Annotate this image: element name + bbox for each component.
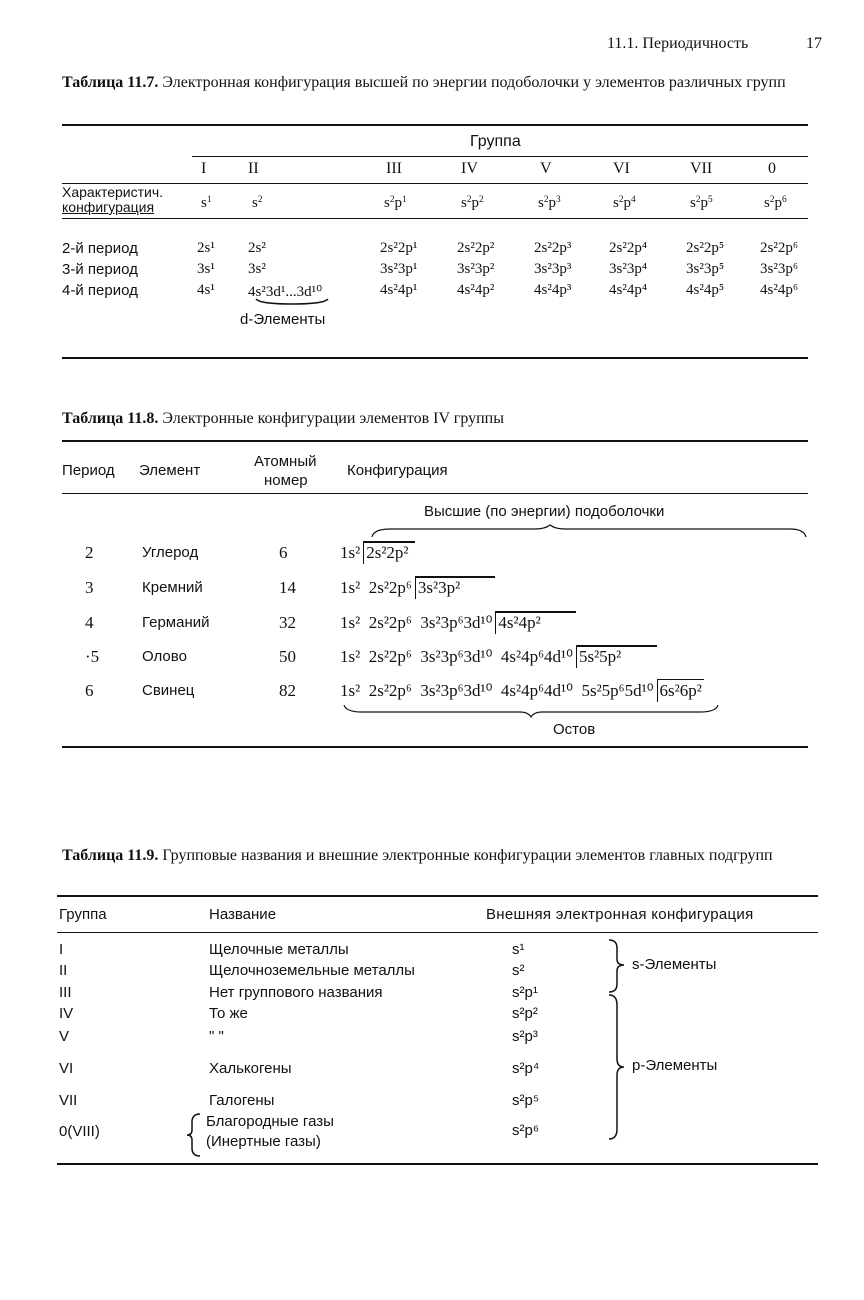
group-numeral: II <box>59 962 68 979</box>
exponent: 2 <box>479 194 484 205</box>
config-cell: 2s²2p⁴ <box>609 240 648 256</box>
config-cell: 3s²3p² <box>457 261 495 277</box>
s-elements-label: s-Элементы <box>632 956 717 973</box>
orbital: s <box>690 195 696 211</box>
table-11-9-top-rule <box>57 895 818 897</box>
group-name: Благородные газы <box>206 1113 334 1130</box>
orbital: s <box>764 195 770 211</box>
period-number: ·5 <box>85 647 100 666</box>
table-11-8-caption <box>62 410 504 428</box>
config-cell: 4s²4p⁴ <box>609 282 648 298</box>
outer-subshell-box: 6s²6p² <box>657 679 704 702</box>
orbital: p <box>471 195 479 211</box>
config-cell: 4s²4p¹ <box>380 282 418 298</box>
group-numeral: VII <box>59 1092 78 1109</box>
group-name: Щелочные металлы <box>209 941 349 958</box>
core-config: 1s² 2s²2p⁶ 3s²3p⁶3d¹⁰ 4s²4p⁶4d¹⁰ <box>340 647 573 666</box>
p-elements-label: p-Элементы <box>632 1057 718 1074</box>
orbital: s <box>613 195 619 211</box>
group-name: То же <box>209 1005 248 1022</box>
t118-header-rule <box>62 493 808 494</box>
higher-subshells-brace <box>370 524 810 540</box>
table-11-7-bottom-rule <box>62 357 808 359</box>
char-config-IV <box>461 195 484 212</box>
group-name-alt: (Инертные газы) <box>206 1133 321 1150</box>
group-numeral: IV <box>59 1005 74 1022</box>
exponent: 5 <box>708 194 713 205</box>
exponent: 6 <box>782 194 787 205</box>
period-number: 6 <box>85 681 94 700</box>
exponent: 2 <box>695 194 701 205</box>
table-11-7-top-rule <box>62 124 808 126</box>
p-elements-brace <box>607 993 627 1141</box>
core-config: 1s² 2s²2p⁶ 3s²3p⁶3d¹⁰ <box>340 613 493 632</box>
orbital: p <box>623 195 631 211</box>
t117-group-header: Группа <box>470 133 521 150</box>
config-cell: 2s²2p⁶ <box>760 240 799 256</box>
period-number: 3 <box>85 578 94 597</box>
group-numeral: V <box>59 1028 70 1045</box>
orbital: s <box>384 195 390 211</box>
core-config: 1s² 2s²2p⁶ <box>340 578 412 597</box>
config-cell: 4s¹ <box>197 282 215 298</box>
outer-config: s²p⁴ <box>512 1060 540 1077</box>
group-column-0: 0 <box>768 160 776 177</box>
orbital: s <box>461 195 467 211</box>
char-config-III <box>384 195 407 212</box>
t117-char-label-2: конфигурация <box>62 199 155 215</box>
char-config-VII <box>690 195 713 212</box>
t118-core-label: Остов <box>553 721 596 738</box>
element-name: Олово <box>142 648 187 665</box>
table-11-8-label: Таблица 11.8. <box>62 410 159 427</box>
t118-higher-label: Высшие (по энергии) подоболочки <box>424 503 665 520</box>
config-cell: 4s²3d¹...3d¹⁰ <box>248 284 323 300</box>
table-11-9-label: Таблица 11.9. <box>62 847 159 864</box>
t117-group-underline <box>192 156 808 157</box>
running-head-section: 11.1. Периодичность <box>607 35 749 52</box>
config-cell: 4s²4p³ <box>534 282 572 298</box>
table-11-8-title: Электронные конфигурации элементов IV группы <box>162 410 504 427</box>
atomic-number: 6 <box>279 543 288 562</box>
outer-config: s¹ <box>512 941 525 958</box>
outer-config: s²p² <box>512 1005 538 1022</box>
group-name: " " <box>209 1028 224 1045</box>
exponent: 2 <box>257 194 263 205</box>
outer-config: s²p³ <box>512 1028 538 1045</box>
period-label-3: 3-й период <box>62 261 138 278</box>
config-cell: 4s²4p² <box>457 282 495 298</box>
config-cell: 2s²2p¹ <box>380 240 418 256</box>
group-column-IV: IV <box>461 160 478 177</box>
element-name: Кремний <box>142 579 203 596</box>
exponent: 4 <box>631 194 636 205</box>
orbital: p <box>700 195 708 211</box>
table-11-8-top-rule <box>62 440 808 442</box>
page-number: 17 <box>806 35 822 52</box>
staircase-line <box>495 611 576 613</box>
group-numeral: III <box>59 984 72 1001</box>
core-config: 1s² <box>340 543 361 562</box>
atomic-number: 14 <box>279 578 296 597</box>
period-number: 4 <box>85 613 94 632</box>
outer-subshell-box: 5s²5p² <box>576 645 623 668</box>
group-column-III: III <box>386 160 402 177</box>
exponent: 2 <box>618 194 624 205</box>
char-config-I <box>201 195 212 212</box>
exponent: 2 <box>543 194 549 205</box>
char-config-II <box>252 195 263 212</box>
t119-col-group: Группа <box>59 906 107 923</box>
outer-subshell-box: 2s²2p² <box>363 541 410 564</box>
group-name: Щелочноземельные металлы <box>209 962 415 979</box>
group-name: Халькогены <box>209 1060 292 1077</box>
d-elements-label: d-Элементы <box>240 311 326 328</box>
atomic-number: 82 <box>279 681 296 700</box>
outer-config: s²p¹ <box>512 984 538 1001</box>
exponent: 1 <box>402 194 407 205</box>
table-11-7-caption <box>62 73 832 93</box>
config-cell: 3s² <box>248 261 266 277</box>
config-cell: 2s²2p³ <box>534 240 572 256</box>
period-label-2: 2-й период <box>62 240 138 257</box>
orbital: s <box>538 195 544 211</box>
t119-col-name: Название <box>209 906 277 923</box>
group-numeral: I <box>59 941 64 958</box>
t117-header-rule <box>62 183 808 184</box>
config-cell: 3s¹ <box>197 261 215 277</box>
period-label-4: 4-й период <box>62 282 138 299</box>
t119-col-config: Внешняя электронная конфигурация <box>486 906 754 923</box>
noble-gases-brace <box>186 1112 202 1158</box>
exponent: 2 <box>769 194 775 205</box>
config-cell: 3s²3p³ <box>534 261 572 277</box>
outer-subshell-box: 3s²3p² <box>415 576 462 599</box>
group-numeral: VI <box>59 1060 74 1077</box>
group-column-II: II <box>248 160 259 177</box>
char-config-VI <box>613 195 636 212</box>
orbital: s <box>252 195 258 211</box>
table-11-9-bottom-rule <box>57 1163 818 1165</box>
core-config: 1s² 2s²2p⁶ 3s²3p⁶3d¹⁰ 4s²4p⁶4d¹⁰ 5s²5p⁶5d¹⁰ <box>340 681 654 700</box>
orbital: p <box>394 195 402 211</box>
group-numeral: 0(VIII) <box>59 1123 100 1140</box>
d-elements-brace <box>254 297 330 307</box>
char-config-V <box>538 195 561 212</box>
exponent: 3 <box>556 194 561 205</box>
outer-config: s² <box>512 962 525 979</box>
config-cell: 4s²4p⁵ <box>686 282 725 298</box>
orbital: p <box>774 195 782 211</box>
group-column-V: V <box>540 160 552 177</box>
table-11-9-caption <box>62 846 832 866</box>
group-name: Галогены <box>209 1092 275 1109</box>
t117-char-label-1: Характеристич. <box>62 184 164 200</box>
atomic-number: 32 <box>279 613 296 632</box>
group-column-VI: VI <box>613 160 630 177</box>
outer-config: s²p⁶ <box>512 1122 540 1139</box>
table-11-7-title: Электронная конфигурация высшей по энергии подоболочки у элементов различных групп <box>162 74 786 91</box>
config-cell: 2s²2p² <box>457 240 495 256</box>
t117-char-rule <box>62 218 808 219</box>
group-column-I: I <box>201 160 207 177</box>
config-cell: 2s² <box>248 240 266 256</box>
outer-config: s²p⁵ <box>512 1092 540 1109</box>
t118-col-period: Период <box>62 462 115 479</box>
t119-header-rule <box>57 932 818 933</box>
period-number: 2 <box>85 543 94 562</box>
config-cell: 3s²3p¹ <box>380 261 418 277</box>
group-name: Нет группового названия <box>209 984 383 1001</box>
group-column-VII: VII <box>690 160 713 177</box>
t118-col-config: Конфигурация <box>347 462 448 479</box>
config-cell: 2s¹ <box>197 240 215 256</box>
orbital: p <box>548 195 556 211</box>
t118-col-element: Элемент <box>139 462 201 479</box>
table-11-7-label: Таблица 11.7. <box>62 74 159 91</box>
config-cell: 3s²3p⁴ <box>609 261 648 277</box>
table-11-9-title: Групповые названия и внешние электронные конфигурации элементов главных подгрупп <box>162 847 773 864</box>
config-cell: 3s²3p⁵ <box>686 261 725 277</box>
exponent: 2 <box>466 194 472 205</box>
t118-col-atomic-1: Атомный <box>254 453 317 470</box>
t118-col-atomic-2: номер <box>264 472 308 489</box>
exponent: 1 <box>206 194 212 205</box>
outer-subshell-box: 4s²4p² <box>495 611 542 634</box>
config-cell: 4s²4p⁶ <box>760 282 799 298</box>
orbital: s <box>201 195 207 211</box>
exponent: 2 <box>389 194 395 205</box>
staircase-line <box>363 541 415 543</box>
core-brace <box>342 703 720 719</box>
s-elements-brace <box>607 938 627 994</box>
char-config-0 <box>764 195 787 212</box>
staircase-line <box>415 576 496 578</box>
element-name: Германий <box>142 614 210 631</box>
config-cell: 2s²2p⁵ <box>686 240 725 256</box>
atomic-number: 50 <box>279 647 296 666</box>
config-cell: 3s²3p⁶ <box>760 261 799 277</box>
element-name: Свинец <box>142 682 195 699</box>
table-11-8-bottom-rule <box>62 746 808 748</box>
element-name: Углерод <box>142 544 199 561</box>
staircase-line <box>576 645 657 647</box>
